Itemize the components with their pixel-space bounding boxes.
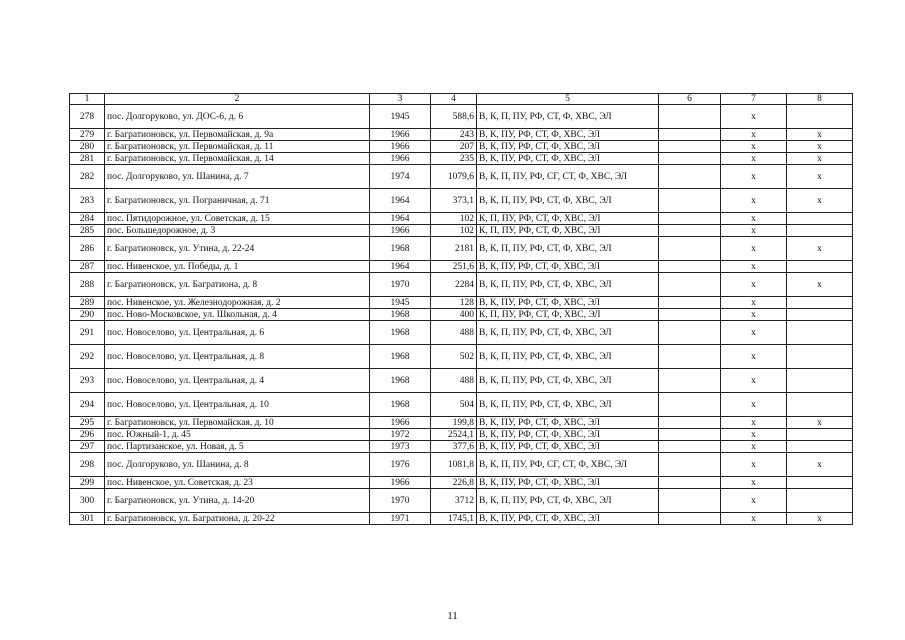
- cell-equipment: В, К, П, ПУ, РФ, СТ, Ф, ХВС, ЭЛ: [477, 489, 659, 513]
- cell-equipment: К, П, ПУ, РФ, СТ, Ф, ХВС, ЭЛ: [477, 309, 659, 321]
- table-row: [70, 393, 853, 417]
- cell-address: пос. Ново-Московское, ул. Школьная, д. 4: [105, 309, 370, 321]
- header-cell: 1: [70, 94, 105, 105]
- cell-equipment: В, К, ПУ, РФ, СТ, Ф, ХВС, ЭЛ: [477, 429, 659, 441]
- cell-row-number: 286: [70, 237, 105, 261]
- cell-col-6: [659, 369, 721, 393]
- cell-equipment: В, К, ПУ, РФ, СТ, Ф, ХВС, ЭЛ: [477, 261, 659, 273]
- cell-col-6: [659, 345, 721, 369]
- cell-col-6: [659, 297, 721, 309]
- cell-row-number: 288: [70, 273, 105, 297]
- cell-area: 199,8: [431, 417, 477, 429]
- cell-row-number: 279: [70, 129, 105, 141]
- cell-equipment: В, К, ПУ, РФ, СТ, Ф, ХВС, ЭЛ: [477, 441, 659, 453]
- cell-mark-7: х: [721, 429, 787, 441]
- cell-equipment: В, К, П, ПУ, РФ, СГ, СТ, Ф, ХВС, ЭЛ: [477, 165, 659, 189]
- table-row: [70, 489, 853, 513]
- cell-row-number: 292: [70, 345, 105, 369]
- cell-mark-7: х: [721, 225, 787, 237]
- cell-area: 128: [431, 297, 477, 309]
- cell-area: 1079,6: [431, 165, 477, 189]
- cell-mark-8: [787, 489, 853, 513]
- cell-mark-8: [787, 369, 853, 393]
- cell-mark-7: х: [721, 297, 787, 309]
- cell-equipment: В, К, П, ПУ, РФ, СТ, Ф, ХВС, ЭЛ: [477, 273, 659, 297]
- cell-mark-8: [787, 297, 853, 309]
- cell-mark-8: х: [787, 129, 853, 141]
- cell-row-number: 299: [70, 477, 105, 489]
- header-cell: 5: [477, 94, 659, 105]
- cell-col-6: [659, 489, 721, 513]
- cell-mark-7: х: [721, 165, 787, 189]
- cell-year: 1973: [370, 441, 431, 453]
- table-row: [70, 165, 853, 189]
- cell-address: пос. Долгоруково, ул. ДОС-6, д. 6: [105, 105, 370, 129]
- table-row: [70, 453, 853, 477]
- housing-table: [69, 93, 853, 525]
- cell-row-number: 280: [70, 141, 105, 153]
- cell-equipment: В, К, ПУ, РФ, СТ, Ф, ХВС, ЭЛ: [477, 477, 659, 489]
- cell-col-6: [659, 453, 721, 477]
- cell-col-6: [659, 213, 721, 225]
- cell-col-6: [659, 393, 721, 417]
- cell-address: г. Багратионовск, ул. Пограничная, д. 71: [105, 189, 370, 213]
- cell-address: пос. Пятидорожное, ул. Советская, д. 15: [105, 213, 370, 225]
- page-number: 11: [447, 610, 458, 622]
- cell-mark-8: [787, 441, 853, 453]
- cell-row-number: 296: [70, 429, 105, 441]
- cell-address: г. Багратионовск, ул. Утина, д. 22-24: [105, 237, 370, 261]
- cell-row-number: 289: [70, 297, 105, 309]
- cell-year: 1972: [370, 429, 431, 441]
- table-row: [70, 261, 853, 273]
- cell-mark-8: х: [787, 273, 853, 297]
- table-row: [70, 237, 853, 261]
- cell-area: 400: [431, 309, 477, 321]
- cell-area: 102: [431, 213, 477, 225]
- cell-address: пос. Партизанское, ул. Новая, д. 5: [105, 441, 370, 453]
- table-row: [70, 477, 853, 489]
- cell-address: г. Багратионовск, ул. Первомайская, д. 10: [105, 417, 370, 429]
- table-row: [70, 429, 853, 441]
- cell-year: 1966: [370, 225, 431, 237]
- cell-row-number: 278: [70, 105, 105, 129]
- cell-col-6: [659, 441, 721, 453]
- cell-col-6: [659, 141, 721, 153]
- header-cell: 6: [659, 94, 721, 105]
- table-row: [70, 153, 853, 165]
- cell-area: 251,6: [431, 261, 477, 273]
- cell-mark-7: х: [721, 489, 787, 513]
- cell-row-number: 281: [70, 153, 105, 165]
- cell-row-number: 293: [70, 369, 105, 393]
- header-cell: 3: [370, 94, 431, 105]
- cell-row-number: 298: [70, 453, 105, 477]
- cell-year: 1976: [370, 453, 431, 477]
- cell-mark-7: х: [721, 345, 787, 369]
- cell-col-6: [659, 105, 721, 129]
- cell-col-6: [659, 189, 721, 213]
- cell-mark-7: х: [721, 261, 787, 273]
- cell-mark-7: х: [721, 141, 787, 153]
- cell-area: 2524,1: [431, 429, 477, 441]
- cell-area: 226,8: [431, 477, 477, 489]
- cell-address: пос. Большедорожное, д. 3: [105, 225, 370, 237]
- cell-mark-8: [787, 345, 853, 369]
- table-body: [70, 105, 853, 525]
- cell-year: 1966: [370, 129, 431, 141]
- cell-mark-7: х: [721, 513, 787, 525]
- cell-mark-7: х: [721, 369, 787, 393]
- cell-year: 1968: [370, 237, 431, 261]
- cell-row-number: 294: [70, 393, 105, 417]
- cell-mark-7: х: [721, 237, 787, 261]
- cell-area: 207: [431, 141, 477, 153]
- table-row: [70, 225, 853, 237]
- table-row: [70, 513, 853, 525]
- cell-mark-8: х: [787, 417, 853, 429]
- cell-year: 1964: [370, 213, 431, 225]
- cell-address: пос. Новоселово, ул. Центральная, д. 10: [105, 393, 370, 417]
- cell-row-number: 282: [70, 165, 105, 189]
- cell-address: пос. Долгоруково, ул. Шанина, д. 8: [105, 453, 370, 477]
- cell-row-number: 283: [70, 189, 105, 213]
- cell-mark-7: х: [721, 213, 787, 225]
- cell-year: 1970: [370, 489, 431, 513]
- table-row: [70, 141, 853, 153]
- cell-year: 1968: [370, 345, 431, 369]
- cell-mark-7: х: [721, 321, 787, 345]
- table-row: [70, 321, 853, 345]
- cell-mark-8: [787, 213, 853, 225]
- cell-address: пос. Нивенское, ул. Советская, д. 23: [105, 477, 370, 489]
- cell-col-6: [659, 273, 721, 297]
- table-row: [70, 309, 853, 321]
- cell-mark-8: [787, 261, 853, 273]
- cell-equipment: В, К, ПУ, РФ, СТ, Ф, ХВС, ЭЛ: [477, 513, 659, 525]
- cell-equipment: В, К, П, ПУ, РФ, СТ, Ф, ХВС, ЭЛ: [477, 237, 659, 261]
- cell-year: 1964: [370, 261, 431, 273]
- table-row: [70, 273, 853, 297]
- cell-year: 1966: [370, 417, 431, 429]
- cell-year: 1964: [370, 189, 431, 213]
- cell-equipment: В, К, ПУ, РФ, СТ, Ф, ХВС, ЭЛ: [477, 417, 659, 429]
- cell-address: пос. Новоселово, ул. Центральная, д. 4: [105, 369, 370, 393]
- cell-row-number: 297: [70, 441, 105, 453]
- cell-address: пос. Новоселово, ул. Центральная, д. 6: [105, 321, 370, 345]
- cell-mark-8: х: [787, 453, 853, 477]
- table-row: [70, 345, 853, 369]
- cell-equipment: В, К, ПУ, РФ, СТ, Ф, ХВС, ЭЛ: [477, 141, 659, 153]
- cell-col-6: [659, 237, 721, 261]
- cell-area: 1081,8: [431, 453, 477, 477]
- cell-mark-7: х: [721, 273, 787, 297]
- cell-row-number: 295: [70, 417, 105, 429]
- cell-area: 488: [431, 369, 477, 393]
- cell-area: 373,1: [431, 189, 477, 213]
- cell-row-number: 300: [70, 489, 105, 513]
- cell-equipment: В, К, П, ПУ, РФ, СТ, Ф, ХВС, ЭЛ: [477, 369, 659, 393]
- cell-col-6: [659, 429, 721, 441]
- cell-year: 1966: [370, 153, 431, 165]
- cell-equipment: В, К, ПУ, РФ, СТ, Ф, ХВС, ЭЛ: [477, 297, 659, 309]
- cell-area: 377,6: [431, 441, 477, 453]
- cell-address: пос. Новоселово, ул. Центральная, д. 8: [105, 345, 370, 369]
- cell-address: пос. Нивенское, ул. Победы, д. 1: [105, 261, 370, 273]
- cell-area: 504: [431, 393, 477, 417]
- cell-address: г. Багратионовск, ул. Первомайская, д. 14: [105, 153, 370, 165]
- cell-mark-7: х: [721, 105, 787, 129]
- cell-col-6: [659, 165, 721, 189]
- cell-mark-7: х: [721, 189, 787, 213]
- header-cell: 7: [721, 94, 787, 105]
- cell-equipment: В, К, П, ПУ, РФ, СТ, Ф, ХВС, ЭЛ: [477, 189, 659, 213]
- cell-address: г. Багратионовск, ул. Первомайская, д. 9а: [105, 129, 370, 141]
- cell-row-number: 301: [70, 513, 105, 525]
- cell-year: 1968: [370, 369, 431, 393]
- header-row: [70, 94, 853, 105]
- cell-mark-7: х: [721, 129, 787, 141]
- cell-equipment: В, К, П, ПУ, РФ, СТ, Ф, ХВС, ЭЛ: [477, 105, 659, 129]
- table-row: [70, 441, 853, 453]
- cell-col-6: [659, 309, 721, 321]
- cell-year: 1970: [370, 273, 431, 297]
- cell-address: г. Багратионовск, ул. Багратиона, д. 8: [105, 273, 370, 297]
- cell-col-6: [659, 261, 721, 273]
- cell-equipment: В, К, ПУ, РФ, СТ, Ф, ХВС, ЭЛ: [477, 153, 659, 165]
- table-row: [70, 129, 853, 141]
- cell-year: 1968: [370, 393, 431, 417]
- cell-mark-7: х: [721, 453, 787, 477]
- cell-address: г. Багратионовск, ул. Утина, д. 14-20: [105, 489, 370, 513]
- cell-area: 2181: [431, 237, 477, 261]
- cell-equipment: К, П, ПУ, РФ, СТ, Ф, ХВС, ЭЛ: [477, 225, 659, 237]
- cell-address: г. Багратионовск, ул. Первомайская, д. 11: [105, 141, 370, 153]
- cell-col-6: [659, 417, 721, 429]
- cell-address: пос. Долгоруково, ул. Шанина, д. 7: [105, 165, 370, 189]
- cell-row-number: 291: [70, 321, 105, 345]
- cell-row-number: 290: [70, 309, 105, 321]
- cell-year: 1968: [370, 321, 431, 345]
- cell-year: 1974: [370, 165, 431, 189]
- cell-mark-8: [787, 429, 853, 441]
- table-row: [70, 105, 853, 129]
- cell-year: 1945: [370, 297, 431, 309]
- cell-area: 235: [431, 153, 477, 165]
- cell-row-number: 284: [70, 213, 105, 225]
- header-cell: 8: [787, 94, 853, 105]
- cell-mark-8: [787, 321, 853, 345]
- cell-mark-8: [787, 225, 853, 237]
- cell-mark-8: [787, 309, 853, 321]
- cell-year: 1968: [370, 309, 431, 321]
- cell-row-number: 287: [70, 261, 105, 273]
- cell-address: г. Багратионовск, ул. Багратиона, д. 20-22: [105, 513, 370, 525]
- cell-mark-8: х: [787, 513, 853, 525]
- cell-year: 1971: [370, 513, 431, 525]
- cell-col-6: [659, 513, 721, 525]
- cell-equipment: В, К, П, ПУ, РФ, СТ, Ф, ХВС, ЭЛ: [477, 393, 659, 417]
- cell-mark-7: х: [721, 393, 787, 417]
- cell-mark-8: х: [787, 153, 853, 165]
- cell-col-6: [659, 129, 721, 141]
- cell-equipment: В, К, П, ПУ, РФ, СТ, Ф, ХВС, ЭЛ: [477, 345, 659, 369]
- cell-area: 502: [431, 345, 477, 369]
- cell-area: 243: [431, 129, 477, 141]
- cell-area: 488: [431, 321, 477, 345]
- header-cell: 4: [431, 94, 477, 105]
- cell-address: пос. Нивенское, ул. Железнодорожная, д. 2: [105, 297, 370, 309]
- cell-mark-8: [787, 477, 853, 489]
- cell-col-6: [659, 225, 721, 237]
- table-row: [70, 369, 853, 393]
- cell-mark-8: х: [787, 141, 853, 153]
- cell-year: 1966: [370, 477, 431, 489]
- header-cell: 2: [105, 94, 370, 105]
- table-row: [70, 189, 853, 213]
- cell-area: 2284: [431, 273, 477, 297]
- cell-area: 102: [431, 225, 477, 237]
- cell-col-6: [659, 153, 721, 165]
- cell-area: 588,6: [431, 105, 477, 129]
- cell-col-6: [659, 321, 721, 345]
- table-row: [70, 417, 853, 429]
- cell-equipment: В, К, ПУ, РФ, СТ, Ф, ХВС, ЭЛ: [477, 129, 659, 141]
- cell-year: 1945: [370, 105, 431, 129]
- cell-equipment: В, К, П, ПУ, РФ, СТ, Ф, ХВС, ЭЛ: [477, 321, 659, 345]
- cell-col-6: [659, 477, 721, 489]
- cell-mark-8: х: [787, 237, 853, 261]
- cell-equipment: К, П, ПУ, РФ, СТ, Ф, ХВС, ЭЛ: [477, 213, 659, 225]
- cell-mark-7: х: [721, 477, 787, 489]
- cell-area: 3712: [431, 489, 477, 513]
- cell-area: 1745,1: [431, 513, 477, 525]
- cell-year: 1966: [370, 141, 431, 153]
- table-row: [70, 297, 853, 309]
- cell-mark-7: х: [721, 153, 787, 165]
- cell-mark-7: х: [721, 441, 787, 453]
- cell-mark-7: х: [721, 417, 787, 429]
- cell-mark-8: [787, 393, 853, 417]
- cell-mark-8: х: [787, 165, 853, 189]
- cell-mark-8: х: [787, 189, 853, 213]
- cell-address: пос. Южный-1, д. 45: [105, 429, 370, 441]
- cell-mark-8: [787, 105, 853, 129]
- cell-row-number: 285: [70, 225, 105, 237]
- cell-mark-7: х: [721, 309, 787, 321]
- table-row: [70, 213, 853, 225]
- cell-equipment: В, К, П, ПУ, РФ, СГ, СТ, Ф, ХВС, ЭЛ: [477, 453, 659, 477]
